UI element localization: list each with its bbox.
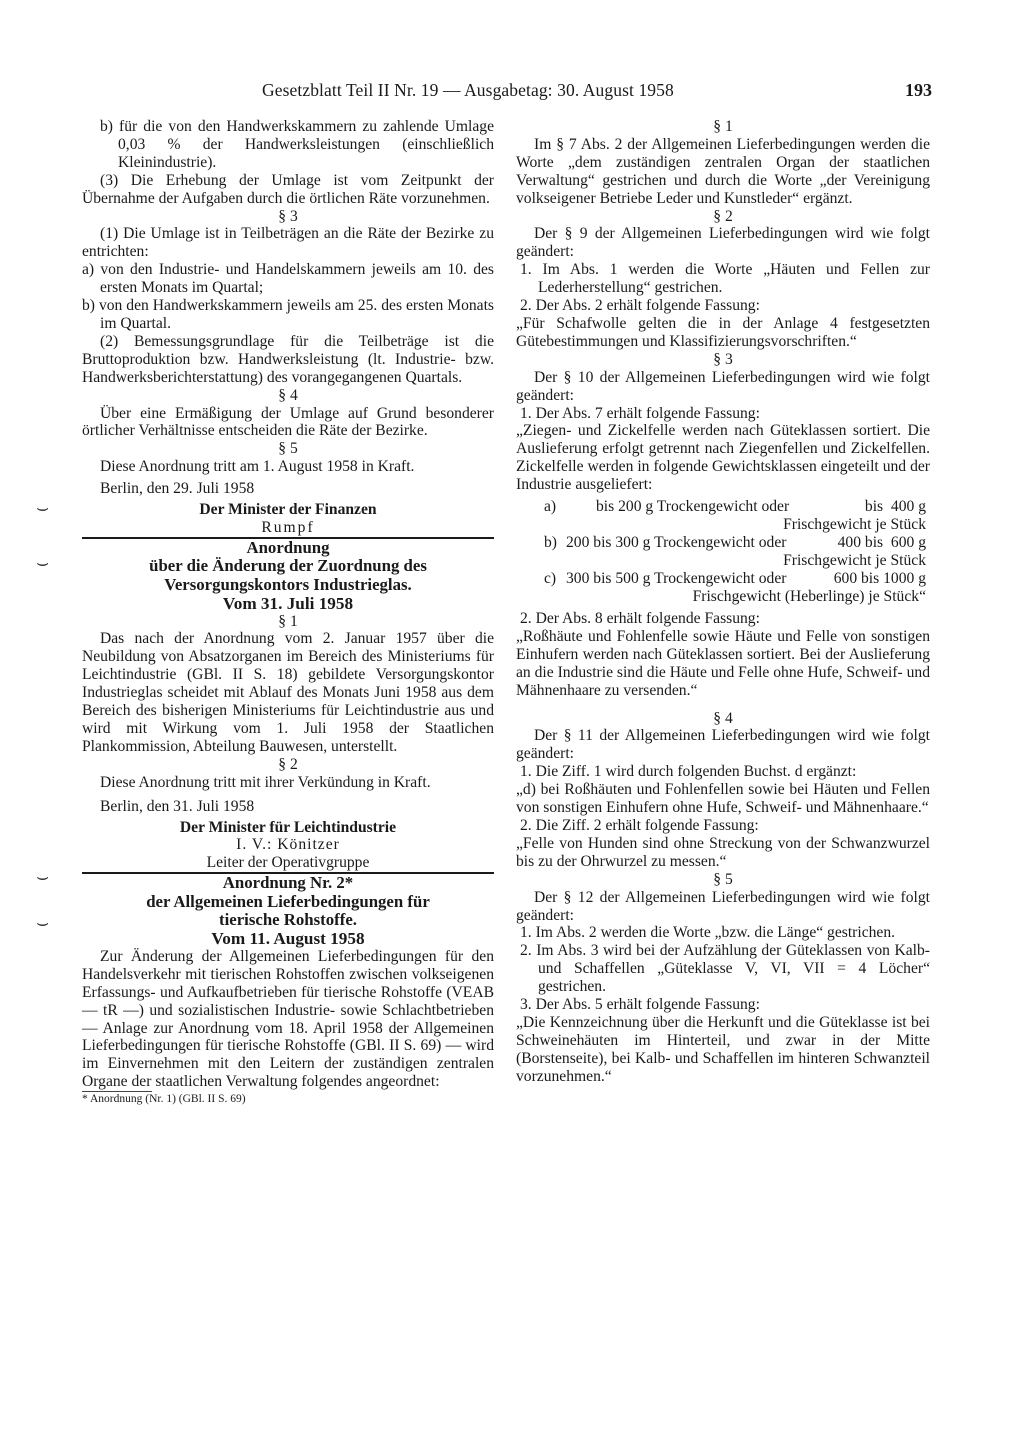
ordinance-title: über die Änderung der Zuordnung des (149, 556, 427, 576)
section-heading: § 4 (278, 386, 298, 404)
section-heading: § 4 (713, 709, 733, 727)
quoted-text: „Für Schafwolle gelten die in der Anlage 4 festgesetzten Gütebestimmungen und Klassifizierungsvorschriften.“ (516, 314, 930, 350)
signer-title: Der Minister für Leichtindustrie (179, 818, 397, 836)
signer-name: Rumpf (261, 518, 315, 536)
gazette-title: Gesetzblatt Teil II Nr. 19 — Ausgabetag: 30. August 1958 (262, 80, 674, 100)
row-label: c) (544, 570, 557, 588)
list-item: 1. Der Abs. 7 erhält folgende Fassung: (520, 404, 760, 422)
section-heading: § 3 (278, 207, 298, 225)
margin-mark: ⌣ (36, 552, 50, 574)
row-cont: Frischgewicht (Heberlinge) je Stück“ (692, 588, 926, 606)
ordinance-date: Vom 31. Juli 1958 (222, 593, 354, 613)
quoted-text: „d) bei Roßhäuten und Fohlenfellen sowie bei Häuten und Fellen von sonstigen Einhufern ohne Hufe, Schweif- und Mähnenhaare.“ (516, 781, 930, 817)
ordinance-title: tierische Rohstoffe. (219, 910, 357, 930)
table-row-cont (544, 588, 930, 606)
paragraph: (3) Die Erhebung der Umlage ist vom Zeitpunkt der Übernahme der Aufgaben durch die örtlichen Räte vorzunehmen. (82, 171, 494, 207)
place-date: Berlin, den 31. Juli 1958 (100, 797, 255, 815)
table-row-cont (544, 516, 930, 534)
paragraph: Das nach der Anordnung vom 2. Januar 1957 über die Neubildung von Absatzorganen im Bereich des Ministeriums für Leichtindustrie (GBl. II S. 18) gebildete Versorgungskontor Industrieglas scheidet mit Ablauf des Monats Juni 1958 aus dem Bereich des bisherigen Ministeriums für Leichtindustrie aus und wird mit Wirkung vom 1. Juli 1958 der Staatlichen Plankommission, Abteilung Bauwesen, unterstellt. (82, 630, 494, 755)
ordinance-title: Versorgungskontors Industrieglas. (164, 575, 412, 595)
list-item: 3. Der Abs. 5 erhält folgende Fassung: (520, 996, 760, 1014)
list-item: a) von den Industrie- und Handelskammern jeweils am 10. des ersten Monats im Quartal; (82, 261, 494, 297)
row-value: 400 bis 600 g (837, 534, 926, 552)
ordinance-date: Vom 11. August 1958 (211, 929, 365, 948)
list-item: 1. Im Abs. 1 werden die Worte „Häuten und Fellen zur Lederherstellung“ gestrichen. (520, 261, 930, 297)
table-row (544, 534, 930, 552)
row-value: 600 bis 1000 g (833, 570, 926, 588)
quoted-text: „Ziegen- und Zickelfelle werden nach Güteklassen sortiert. Die Auslieferung erfolgt getrennt nach Ziegenfellen und Zickelfellen. Zickelfelle werden in folgende Gewichtsklassen eingeteilt und der Industrie ausgeliefert: (516, 422, 930, 494)
paragraph: Diese Anordnung tritt am 1. August 1958 in Kraft. (100, 458, 415, 476)
ordinance-title: Anordnung Nr. 2* (222, 873, 354, 893)
signer-name: I. V.: Könitzer (236, 836, 340, 854)
table-row-cont (544, 552, 930, 570)
row-text: 300 bis 500 g Trockengewicht oder (566, 570, 787, 588)
section-heading: § 5 (713, 870, 733, 888)
row-cont: Frischgewicht je Stück (783, 552, 926, 570)
quoted-text: „Felle von Hunden sind ohne Streckung von der Schwanzwurzel bis zu der Ohrwurzel zu messen.“ (516, 834, 930, 870)
row-label: b) (544, 534, 557, 552)
row-value: bis 400 g (864, 498, 926, 516)
section-heading: § 5 (278, 440, 298, 458)
place-date: Berlin, den 29. Juli 1958 (100, 480, 255, 498)
paragraph: (1) Die Umlage ist in Teilbeträgen an die Räte der Bezirke zu entrichten: (82, 225, 494, 261)
quoted-text: „Roßhäute und Fohlenfelle sowie Häute und Felle von sonstigen Einhufern werden nach Güteklassen sortiert. Bei der Auslieferung an die Industrie sind die Häute und Felle ohne Hufe, Schweif- und Mähnenhaare zu versenden.“ (516, 627, 930, 699)
footnote: * Anordnung (Nr. 1) (GBl. II S. 69) (82, 1093, 246, 1106)
section-heading: § 2 (713, 207, 733, 225)
section-heading: § 2 (278, 755, 298, 773)
row-cont: Frischgewicht je Stück (783, 516, 926, 534)
margin-mark: ⌣ (36, 866, 50, 888)
list-item: 1. Im Abs. 2 werden die Worte „bzw. die Länge“ gestrichen. (520, 924, 896, 942)
paragraph: Der § 9 der Allgemeinen Lieferbedingungen wird wie folgt geändert: (516, 225, 930, 261)
section-heading: § 1 (278, 612, 298, 630)
list-item: 2. Die Ziff. 2 erhält folgende Fassung: (520, 817, 759, 834)
section-heading: § 3 (713, 350, 733, 368)
margin-mark: ⌣ (36, 912, 50, 934)
paragraph: Im § 7 Abs. 2 der Allgemeinen Lieferbedingungen werden die Worte „dem zuständigen zentralen Organ der staatlichen Verwaltung“ gestrichen und durch die Worte „der Vereinigung volkseigener Betriebe Leder und Kunstleder“ ergänzt. (516, 135, 930, 207)
list-item: 2. Der Abs. 2 erhält folgende Fassung: (520, 297, 760, 315)
table-row (544, 498, 930, 516)
row-text: bis 200 g Trockengewicht oder (596, 498, 790, 516)
left-column (82, 118, 494, 1106)
paragraph: Über eine Ermäßigung der Umlage auf Grund besonderer örtlicher Verhältnisse entscheiden die Räte der Bezirke. (82, 404, 494, 440)
list-item: 2. Der Abs. 8 erhält folgende Fassung: (520, 610, 760, 628)
list-item: 1. Die Ziff. 1 wird durch folgenden Buchst. d ergänzt: (520, 763, 857, 781)
signer-role: Leiter der Operativgruppe (206, 854, 370, 872)
right-column (516, 118, 930, 1086)
signer-title: Der Minister der Finanzen (199, 501, 377, 519)
list-item: b) für die von den Handwerkskammern zu zahlende Umlage 0,03 % der Handwerksleistungen (einschließlich Kleinindustrie). (100, 118, 494, 171)
list-item: b) von den Handwerkskammern jeweils am 25. des ersten Monats im Quartal. (82, 297, 494, 332)
ordinance-title: der Allgemeinen Lieferbedingungen für (146, 891, 430, 911)
paragraph: Der § 10 der Allgemeinen Lieferbedingungen wird wie folgt geändert: (516, 368, 930, 404)
ordinance-title: Anordnung (246, 537, 330, 557)
paragraph: Zur Änderung der Allgemeinen Lieferbedingungen für den Handelsverkehr mit tierischen Rohstoffen zwischen volkseigenen Erfassungs- und Aufkaufbetrieben für tierische Rohstoffe (VEAB — tR —) und sozialistischen Industrie- sowie Schlachtbetrieben — Anlage zur Anordnung vom 18. April 1958 der Allgemeinen Lieferbedingungen für tierische Rohstoffe (GBl. II S. 69) — wird im Einvernehmen mit den Leitern der zuständigen zentralen Organe der staatlichen Verwaltung folgendes angeordnet: (82, 947, 494, 1091)
row-text: 200 bis 300 g Trockengewicht oder (566, 534, 787, 552)
quoted-text: „Die Kennzeichnung über die Herkunft und die Güteklasse ist bei Schweinehäuten im Hinterteil, und zwar in der Mitte (Borstenseite), bei Kalb- und Schaffellen im hinteren Schwanzteil vorzunehmen.“ (516, 1013, 930, 1085)
section-heading: § 1 (713, 118, 733, 135)
paragraph: Diese Anordnung tritt mit ihrer Verkündung in Kraft. (100, 773, 431, 791)
row-label: a) (544, 498, 557, 516)
page-number: 193 (905, 80, 932, 100)
paragraph: Der § 12 der Allgemeinen Lieferbedingungen wird wie folgt geändert: (516, 888, 930, 924)
table-row (544, 570, 930, 588)
paragraph: (2) Bemessungsgrundlage für die Teilbeträge ist die Bruttoproduktion bzw. Handwerksleistung (lt. Industrie- bzw. Handwerksberichterstattung) des vorangegangenen Quartals. (82, 332, 494, 386)
weight-class-table (544, 498, 930, 606)
margin-mark: ⌣ (36, 497, 50, 519)
page-header (262, 80, 932, 106)
paragraph: Der § 11 der Allgemeinen Lieferbedingungen wird wie folgt geändert: (516, 727, 930, 763)
list-item: 2. Im Abs. 3 wird bei der Aufzählung der Güteklassen von Kalb- und Schaffellen „Güteklasse V, VI, VII = 4 Löcher“ gestrichen. (520, 942, 930, 996)
